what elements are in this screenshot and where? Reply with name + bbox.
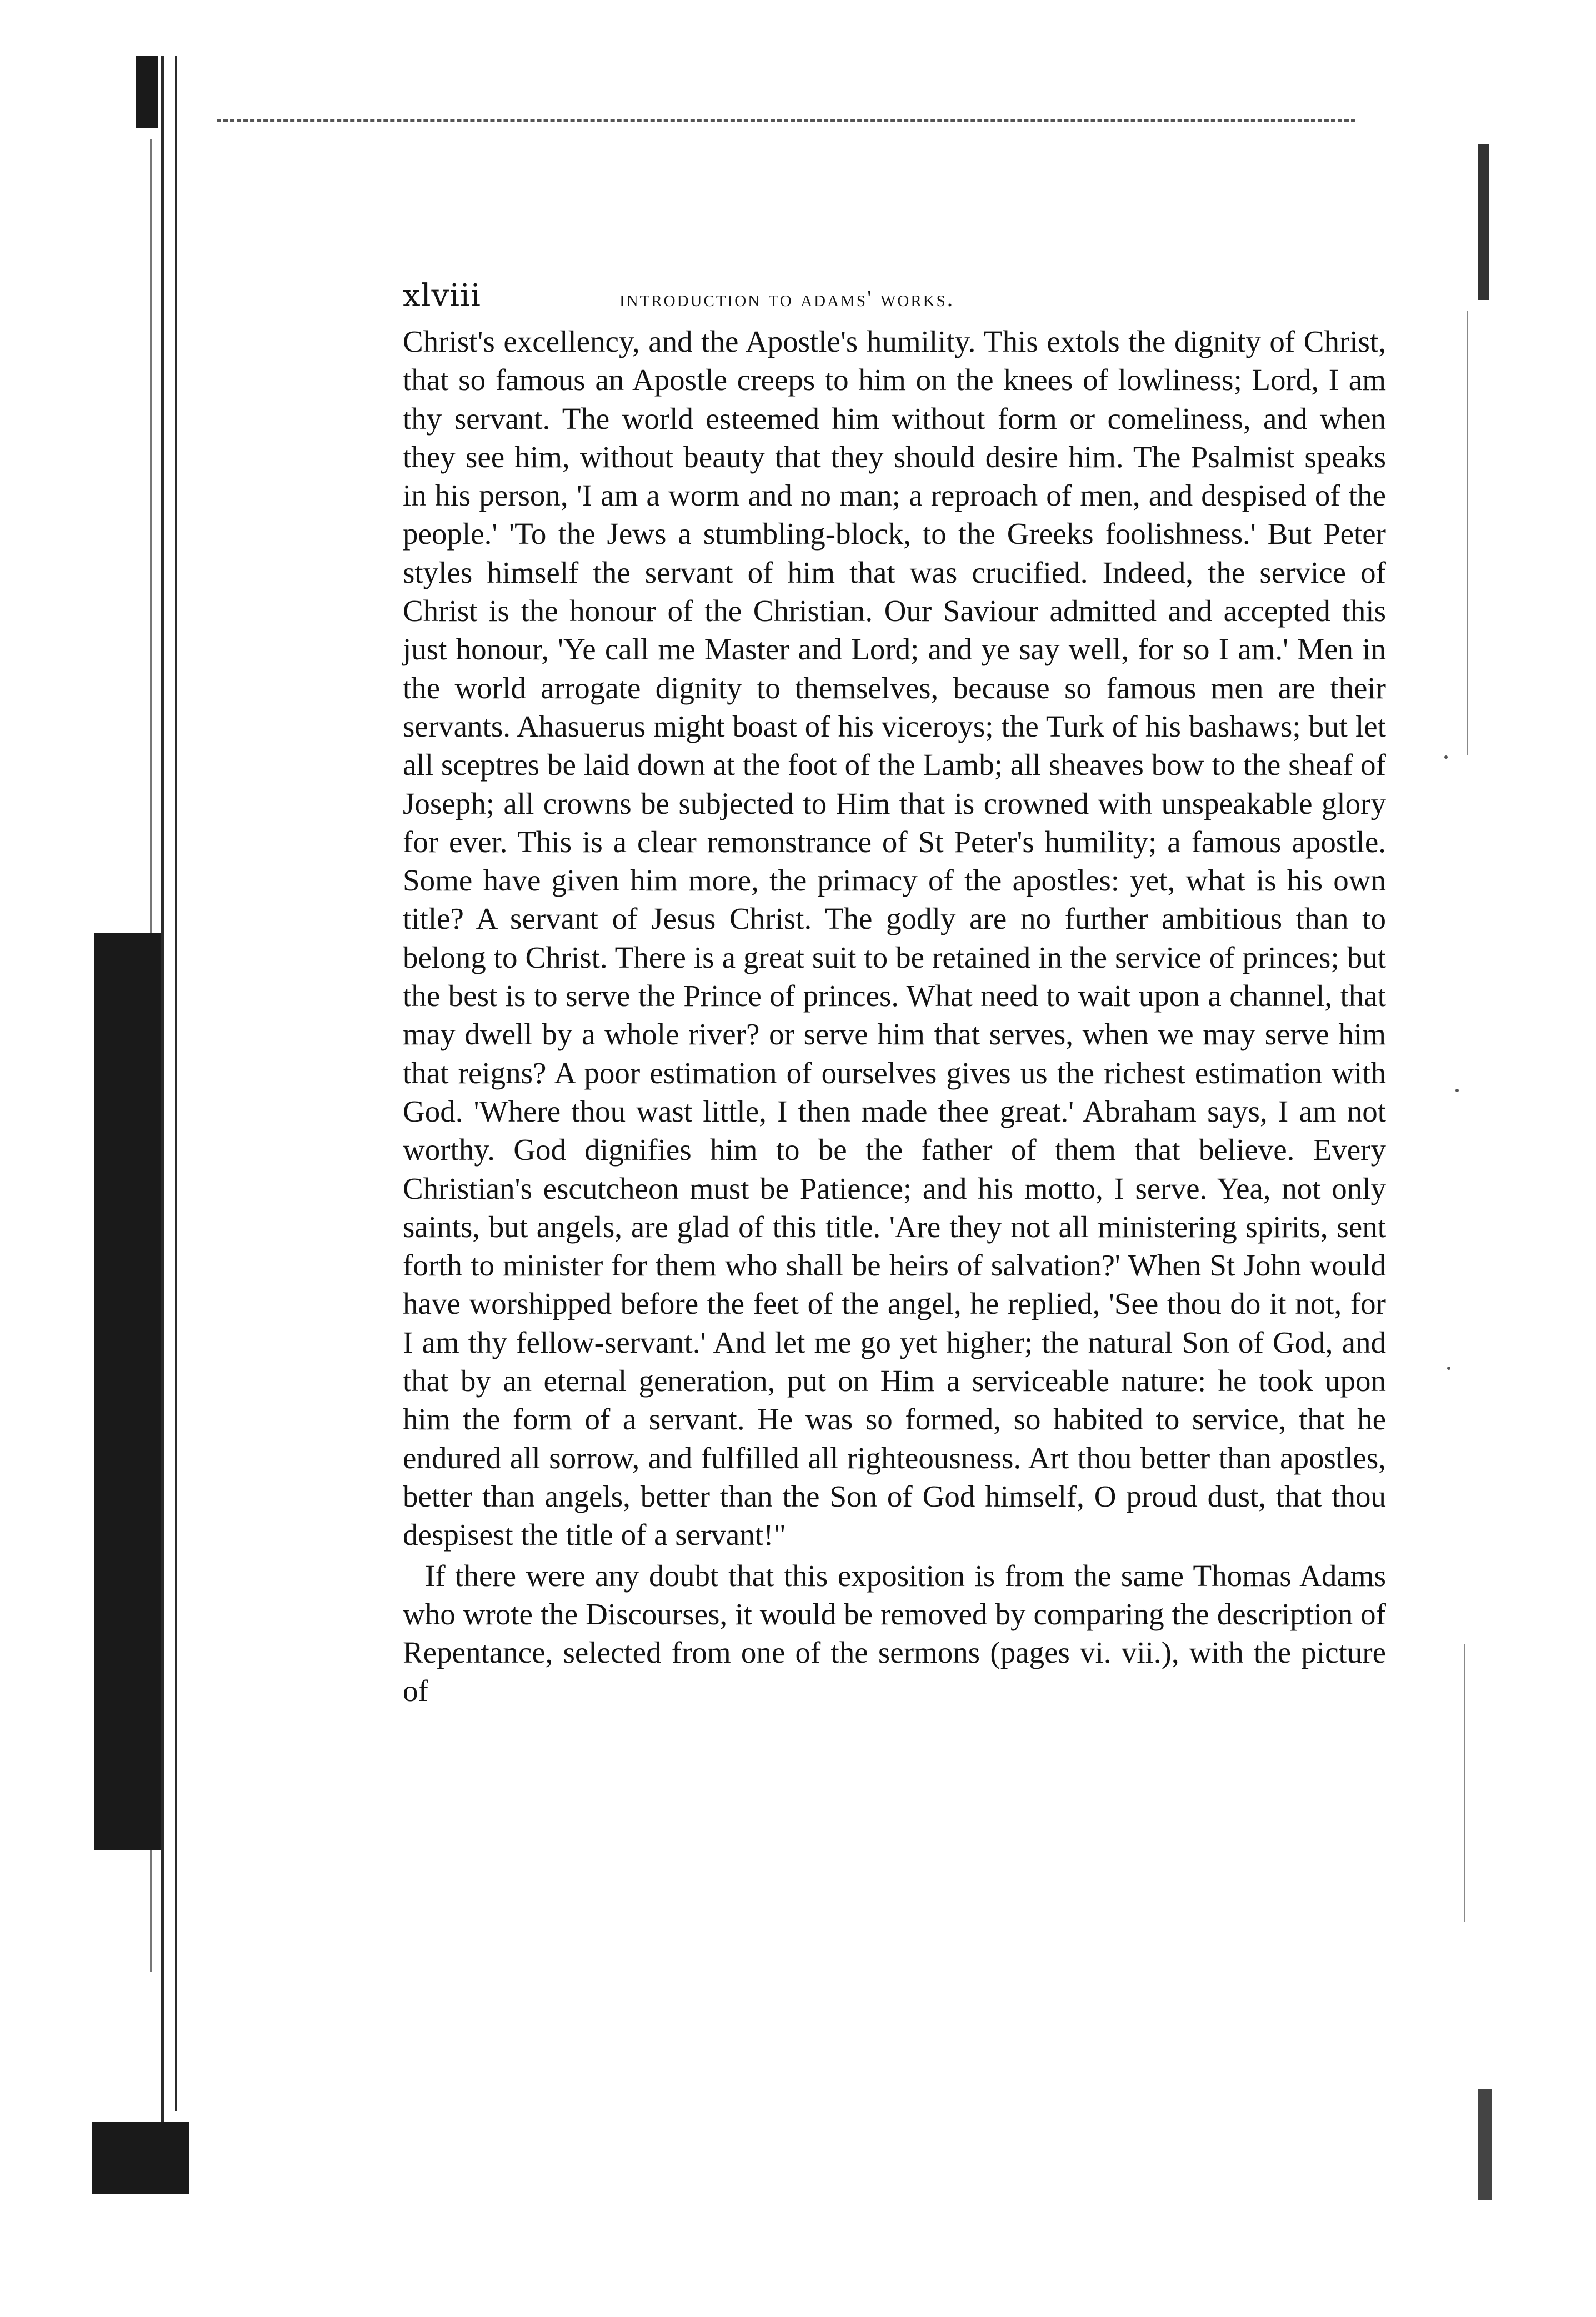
scan-gutter-right (1433, 144, 1505, 2200)
running-head (403, 278, 1386, 322)
page-edge-shadow (1478, 2089, 1492, 2200)
binding-line (161, 56, 164, 2194)
binding-shadow-top (136, 56, 158, 128)
paragraph: Christ's excellency, and the Apostle's humility. This extols the dignity of Christ, that so famous an Apostle creeps to him on the knees of lowliness; Lord, I am thy servant. The world esteemed him without form or comeliness, and when they see him, without beauty that they should desire him. The Psalmist speaks in his person, 'I am a worm and no man; a reproach of men, and despised of the people.' 'To the Jews a stumbling-block, to the Greeks foolishness.' But Peter styles himself the servant of him that was crucified. Indeed, the service of Christ is the honour of the Christian. Our Saviour admitted and accepted this just honour, 'Ye call me Master and Lord; and ye say well, for so I am.' Men in the world arrogate dignity to themselves, because so famous men are their servants. Ahasuerus might boast of his viceroys; the Turk of his bashaws; but let all sceptres be laid down at the foot of the Lamb; all sheaves bow to the sheaf of Joseph; all crowns be subjected to Him that is crowned with unspeakable glory for ever. This is a clear remonstrance of St Peter's humility; a famous apostle. Some have given him more, the primacy of the apostles: yet, what is his own title? A servant of Jesus Christ. The godly are no further ambitious than to belong to Christ. There is a great suit to be retained in the service of princes; but the best is to serve the Prince of princes. What need to wait upon a channel, that may dwell by a whole river? or serve him that serves, when we may serve him that reigns? A poor estimation of ourselves gives us the richest estimation with God. 'Where thou wast little, I then made thee great.' Abraham says, I am not worthy. God dignifies him to be the father of them that believe. Every Christian's escutcheon must be Patience; and his motto, I serve. Yea, not only saints, but angels, are glad of this title. 'Are they not all ministering spirits, sent forth to minister for them who shall be heirs of salvation?' When St John would have worshipped before the feet of the angel, he replied, 'See thou do it not, for I am thy fellow-servant.' And let me go yet higher; the natural Son of God, and that by an eternal generation, put on Him a serviceable nature: he took upon him the form of a servant. He was so formed, so habited to service, that he endured all sorrow, and fulfilled all righteousness. Art thou better than apostles, better than angels, better than the Son of God himself, O proud dust, that thou despisest the title of a servant!" (403, 324, 1386, 1552)
page-number: xlviii (403, 278, 481, 314)
paragraph: If there were any doubt that this exposition is from the same Thomas Adams who wrote the Discourses, it would be removed by comparing the description of Repentance, selected from one of the sermons (pages vi. vii.), with the picture of (403, 1558, 1386, 1708)
book-page (403, 278, 1386, 1710)
page-edge-line (1464, 1644, 1465, 1922)
running-head-title: introduction to adams' works. (619, 286, 955, 312)
scan-top-rule (217, 119, 1355, 122)
scan-speck (1447, 1367, 1450, 1370)
scan-gutter-left (83, 56, 189, 2194)
binding-line (175, 56, 177, 2111)
scan-speck (1444, 755, 1448, 759)
scan-speck (1455, 1089, 1459, 1092)
binding-shadow-middle (94, 933, 161, 1850)
page-edge-shadow (1478, 144, 1489, 300)
body-text (403, 322, 1386, 1710)
page-edge-line (1467, 311, 1468, 755)
binding-shadow-bottom (92, 2122, 189, 2194)
